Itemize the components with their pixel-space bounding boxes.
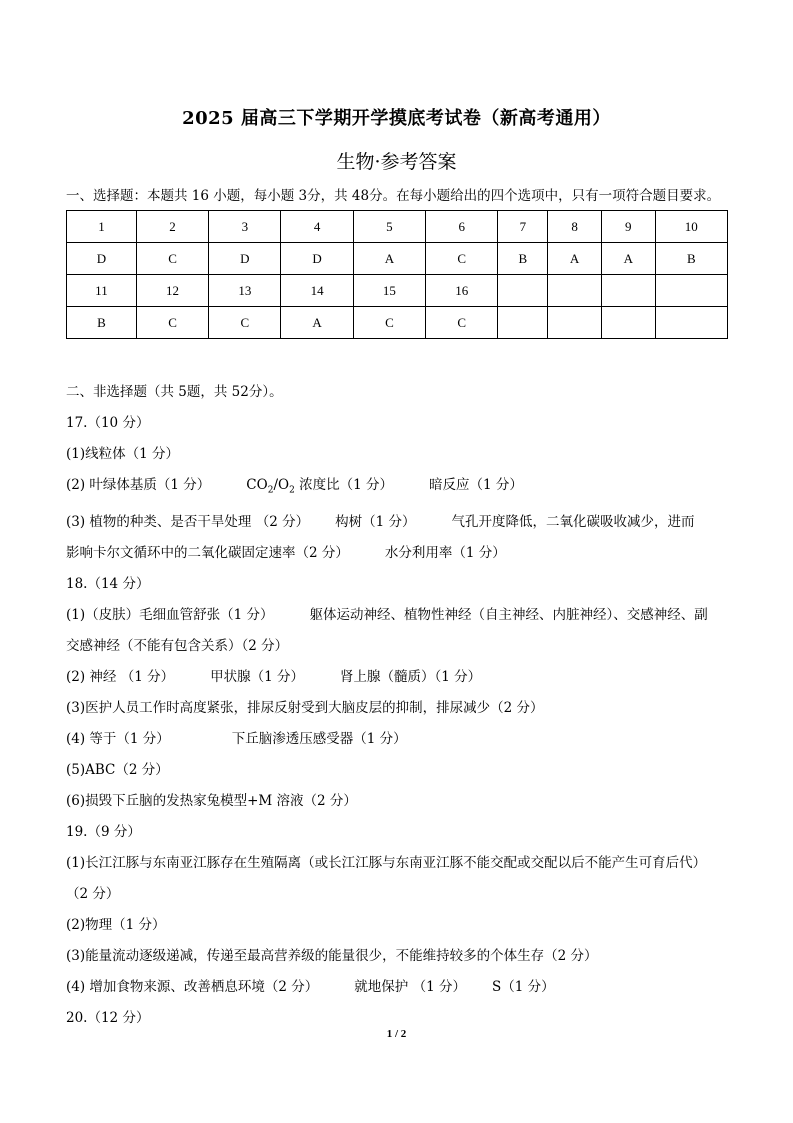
answer-cell: B [655,243,727,275]
answer-text: 肾上腺（髓质）（1 分） [339,668,482,685]
answer-row [67,307,728,339]
q19-line: (3)能量流动逐级递减，传递至最高营养级的能量很少，不能维持较多的个体生存（2 分） [66,947,598,964]
question-number-cell [498,275,548,307]
answer-cell [548,307,602,339]
answer-text: 构树（1 分） [335,513,416,530]
q18-line [66,600,728,631]
answer-cell: A [548,243,602,275]
answer-text: 气孔开度降低，二氧化碳吸收减少，进而 [451,513,695,530]
answer-text: (3) 植物的种类、是否干旱处理 （2 分） [66,513,310,530]
q19-label: 19.（9 分） [66,823,141,840]
answer-cell: C [353,307,425,339]
answer-cell: A [353,243,425,275]
question-number-cell: 4 [281,211,353,243]
answer-text: 影响卡尔文循环中的二氧化碳固定速率（2 分） [66,544,349,561]
question-number-cell: 8 [548,211,602,243]
q17-line [66,538,728,569]
question-number-cell: 16 [426,275,498,307]
q18-line: 交感神经（不能有包含关系）（2 分） [66,637,289,654]
q18-line: (6)损毁下丘脑的发热家兔模型+M 溶液（2 分） [66,792,357,809]
answer-cell: B [67,307,137,339]
question-number-cell: 2 [136,211,208,243]
answer-cell: C [209,307,281,339]
question-number-cell: 5 [353,211,425,243]
question-number-cell: 14 [281,275,353,307]
section1-heading: 一、选择题：本题共 16 小题，每小题 3分，共 48分。在每小题给出的四个选项中，只有一项符合题目要求。 [66,188,721,204]
answer-cell: D [67,243,137,275]
question-number-cell: 1 [67,211,137,243]
q19-line: (2)物理（1 分） [66,916,166,933]
answer-cell [498,307,548,339]
q18-line: (5)ABC（2 分） [66,761,169,778]
answer-text: (4) 等于（1 分） [66,730,170,747]
q20-label: 20.（12 分） [66,1009,150,1026]
question-number-cell: 13 [209,275,281,307]
q18-label: 18.（14 分） [66,575,150,592]
q17-label: 17.（10 分） [66,415,150,431]
answer-table [66,210,728,339]
q17-line [66,507,728,538]
answer-text: 甲状腺（1 分） [210,668,304,685]
question-number-row [67,211,728,243]
question-number-cell [601,275,655,307]
page-number: 1 / 2 [386,1028,407,1040]
answer-cell: B [498,243,548,275]
document-subtitle: 生物·参考答案 [336,151,457,173]
question-number-cell [655,275,727,307]
q19-line [66,972,728,1003]
answer-text: 躯体运动神经、植物性神经（自主神经、内脏神经）、交感神经、副 [309,606,708,623]
q19-line: （2 分） [66,885,120,902]
q17-line: (1)线粒体（1 分） [66,446,180,462]
q19-line: (1)长江江豚与东南亚江豚存在生殖隔离（或长江江豚与东南亚江豚不能交配或交配以后不能产生可育后代） [66,854,707,871]
question-number-cell [548,275,602,307]
answer-text: 下丘脑渗透压感受器（1 分） [231,730,407,747]
question-number-cell: 9 [601,211,655,243]
question-number-cell: 10 [655,211,727,243]
answer-text: 就地保护 （1 分） [354,978,466,995]
question-number-cell: 15 [353,275,425,307]
answer-row [67,243,728,275]
answer-cell: D [209,243,281,275]
answer-cell: C [426,307,498,339]
answer-cell [655,307,727,339]
q18-line [66,662,728,693]
q18-line: (3)医护人员工作时高度紧张，排尿反射受到大脑皮层的抑制，排尿减少（2 分） [66,699,544,716]
question-number-cell: 11 [67,275,137,307]
answer-text: (4) 增加食物来源、改善栖息环境（2 分） [66,978,319,995]
answer-text: 暗反应（1 分） [428,477,523,493]
answer-text: S（1 分） [491,978,555,995]
question-number-cell: 12 [136,275,208,307]
answer-text: (2) 神经 （1 分） [66,668,175,685]
question-number-cell: 6 [426,211,498,243]
answer-text: 水分利用率（1 分） [384,544,506,561]
document-title: 2025 届高三下学期开学摸底考试卷（新高考通用） [182,108,611,129]
q18-line [66,724,728,755]
answer-cell: A [601,243,655,275]
answer-cell [601,307,655,339]
answer-cell: C [426,243,498,275]
answer-text: (2) 叶绿体基质（1 分） [66,477,211,493]
q17-line [66,470,728,507]
section2-heading: 二、非选择题（共 5题，共 52分）。 [66,384,283,400]
answer-cell: C [136,243,208,275]
question-number-cell: 7 [498,211,548,243]
section2 [66,377,728,1034]
question-number-cell: 3 [209,211,281,243]
answer-cell: D [281,243,353,275]
question-number-row [67,275,728,307]
answer-text: $CO_2/O_2$ 浓度比（1 分） [246,477,393,496]
answer-text: (1)（皮肤）毛细血管舒张（1 分） [66,606,274,623]
answer-cell: A [281,307,353,339]
answer-cell: C [136,307,208,339]
